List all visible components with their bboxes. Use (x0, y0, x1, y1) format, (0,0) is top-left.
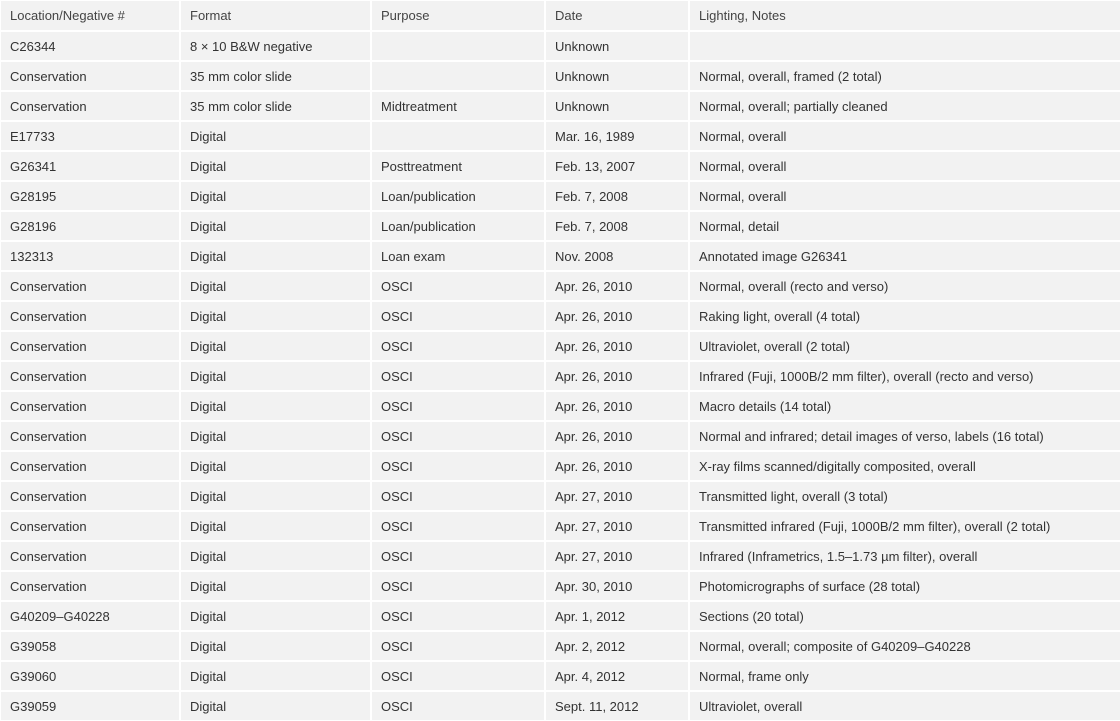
cell-format: Digital (181, 632, 370, 660)
cell-purpose: Loan/publication (372, 212, 544, 240)
cell-date: Apr. 26, 2010 (546, 392, 688, 420)
cell-format: Digital (181, 242, 370, 270)
cell-format: Digital (181, 542, 370, 570)
table-row (1, 212, 1120, 240)
cell-purpose: OSCI (372, 332, 544, 360)
cell-purpose: OSCI (372, 632, 544, 660)
cell-location-negative: Conservation (1, 302, 179, 330)
cell-location-negative: 132313 (1, 242, 179, 270)
table-row (1, 92, 1120, 120)
cell-location-negative: G39060 (1, 662, 179, 690)
table-row (1, 602, 1120, 630)
cell-date: Feb. 7, 2008 (546, 212, 688, 240)
cell-purpose: Midtreatment (372, 92, 544, 120)
cell-date: Apr. 26, 2010 (546, 272, 688, 300)
cell-lighting-notes: X-ray films scanned/digitally composited, overall (690, 452, 1120, 480)
cell-lighting-notes: Raking light, overall (4 total) (690, 302, 1120, 330)
cell-purpose: OSCI (372, 272, 544, 300)
cell-purpose: OSCI (372, 392, 544, 420)
cell-location-negative: Conservation (1, 332, 179, 360)
cell-purpose: OSCI (372, 692, 544, 720)
cell-format: 8 × 10 B&W negative (181, 32, 370, 60)
cell-date: Apr. 26, 2010 (546, 362, 688, 390)
cell-format: Digital (181, 302, 370, 330)
cell-date: Unknown (546, 92, 688, 120)
cell-lighting-notes: Normal, overall (690, 152, 1120, 180)
cell-format: Digital (181, 122, 370, 150)
cell-lighting-notes: Normal and infrared; detail images of verso, labels (16 total) (690, 422, 1120, 450)
table-row (1, 422, 1120, 450)
cell-location-negative: E17733 (1, 122, 179, 150)
cell-lighting-notes: Photomicrographs of surface (28 total) (690, 572, 1120, 600)
cell-location-negative: G39059 (1, 692, 179, 720)
cell-location-negative: Conservation (1, 452, 179, 480)
cell-date: Apr. 26, 2010 (546, 422, 688, 450)
cell-lighting-notes: Ultraviolet, overall (690, 692, 1120, 720)
cell-date: Feb. 13, 2007 (546, 152, 688, 180)
cell-location-negative: Conservation (1, 512, 179, 540)
cell-purpose: OSCI (372, 542, 544, 570)
cell-location-negative: G28195 (1, 182, 179, 210)
cell-lighting-notes: Macro details (14 total) (690, 392, 1120, 420)
cell-location-negative: G28196 (1, 212, 179, 240)
cell-purpose (372, 32, 544, 60)
cell-purpose: OSCI (372, 302, 544, 330)
cell-format: Digital (181, 152, 370, 180)
table-row (1, 32, 1120, 60)
cell-purpose: OSCI (372, 572, 544, 600)
cell-format: Digital (181, 692, 370, 720)
cell-location-negative: Conservation (1, 542, 179, 570)
cell-format: Digital (181, 662, 370, 690)
cell-format: Digital (181, 572, 370, 600)
header-format: Format (181, 1, 370, 30)
cell-location-negative: G40209–G40228 (1, 602, 179, 630)
cell-lighting-notes: Normal, overall, framed (2 total) (690, 62, 1120, 90)
table-row (1, 692, 1120, 720)
table-row (1, 482, 1120, 510)
cell-purpose: OSCI (372, 362, 544, 390)
table-row (1, 242, 1120, 270)
header-lighting-notes: Lighting, Notes (690, 1, 1120, 30)
table-row (1, 392, 1120, 420)
cell-lighting-notes: Transmitted light, overall (3 total) (690, 482, 1120, 510)
cell-location-negative: C26344 (1, 32, 179, 60)
cell-lighting-notes: Infrared (Fuji, 1000B/2 mm filter), overall (recto and verso) (690, 362, 1120, 390)
cell-location-negative: Conservation (1, 272, 179, 300)
table-row (1, 332, 1120, 360)
table-row (1, 302, 1120, 330)
cell-purpose (372, 62, 544, 90)
table-row (1, 362, 1120, 390)
cell-lighting-notes: Normal, detail (690, 212, 1120, 240)
cell-date: Nov. 2008 (546, 242, 688, 270)
table-row (1, 182, 1120, 210)
cell-lighting-notes: Infrared (Inframetrics, 1.5–1.73 µm filter), overall (690, 542, 1120, 570)
cell-purpose (372, 122, 544, 150)
cell-format: Digital (181, 332, 370, 360)
cell-purpose: Posttreatment (372, 152, 544, 180)
cell-lighting-notes (690, 32, 1120, 60)
cell-date: Apr. 1, 2012 (546, 602, 688, 630)
cell-format: Digital (181, 512, 370, 540)
cell-format: Digital (181, 212, 370, 240)
cell-format: Digital (181, 272, 370, 300)
cell-location-negative: Conservation (1, 572, 179, 600)
cell-lighting-notes: Normal, overall (recto and verso) (690, 272, 1120, 300)
cell-purpose: OSCI (372, 482, 544, 510)
cell-format: Digital (181, 392, 370, 420)
cell-purpose: OSCI (372, 422, 544, 450)
cell-date: Apr. 27, 2010 (546, 542, 688, 570)
table-row (1, 512, 1120, 540)
cell-format: Digital (181, 362, 370, 390)
cell-date: Feb. 7, 2008 (546, 182, 688, 210)
cell-format: 35 mm color slide (181, 62, 370, 90)
cell-format: Digital (181, 182, 370, 210)
cell-lighting-notes: Normal, overall (690, 122, 1120, 150)
table-row (1, 572, 1120, 600)
cell-purpose: OSCI (372, 662, 544, 690)
cell-location-negative: Conservation (1, 92, 179, 120)
header-row (1, 1, 1120, 30)
cell-date: Apr. 30, 2010 (546, 572, 688, 600)
table-row (1, 632, 1120, 660)
cell-purpose: OSCI (372, 602, 544, 630)
table-row (1, 122, 1120, 150)
cell-date: Unknown (546, 32, 688, 60)
header-location-negative: Location/Negative # (1, 1, 179, 30)
cell-lighting-notes: Sections (20 total) (690, 602, 1120, 630)
cell-lighting-notes: Normal, overall; composite of G40209–G40228 (690, 632, 1120, 660)
cell-location-negative: Conservation (1, 362, 179, 390)
cell-date: Sept. 11, 2012 (546, 692, 688, 720)
cell-lighting-notes: Ultraviolet, overall (2 total) (690, 332, 1120, 360)
cell-date: Apr. 4, 2012 (546, 662, 688, 690)
cell-purpose: Loan exam (372, 242, 544, 270)
table-row (1, 152, 1120, 180)
cell-purpose: Loan/publication (372, 182, 544, 210)
header-date: Date (546, 1, 688, 30)
cell-date: Unknown (546, 62, 688, 90)
table-body (1, 32, 1120, 720)
cell-location-negative: G39058 (1, 632, 179, 660)
cell-lighting-notes: Annotated image G26341 (690, 242, 1120, 270)
cell-location-negative: Conservation (1, 62, 179, 90)
cell-date: Mar. 16, 1989 (546, 122, 688, 150)
cell-date: Apr. 27, 2010 (546, 512, 688, 540)
table-row (1, 452, 1120, 480)
table-row (1, 542, 1120, 570)
cell-lighting-notes: Normal, overall; partially cleaned (690, 92, 1120, 120)
cell-format: Digital (181, 482, 370, 510)
cell-location-negative: G26341 (1, 152, 179, 180)
header-purpose: Purpose (372, 1, 544, 30)
cell-lighting-notes: Normal, overall (690, 182, 1120, 210)
cell-purpose: OSCI (372, 512, 544, 540)
cell-date: Apr. 26, 2010 (546, 452, 688, 480)
cell-location-negative: Conservation (1, 422, 179, 450)
cell-location-negative: Conservation (1, 392, 179, 420)
cell-format: Digital (181, 602, 370, 630)
cell-date: Apr. 26, 2010 (546, 302, 688, 330)
table-header (1, 1, 1120, 30)
cell-location-negative: Conservation (1, 482, 179, 510)
table-row (1, 62, 1120, 90)
cell-purpose: OSCI (372, 452, 544, 480)
table-row (1, 662, 1120, 690)
cell-format: Digital (181, 422, 370, 450)
cell-format: 35 mm color slide (181, 92, 370, 120)
cell-date: Apr. 2, 2012 (546, 632, 688, 660)
cell-date: Apr. 27, 2010 (546, 482, 688, 510)
cell-lighting-notes: Transmitted infrared (Fuji, 1000B/2 mm filter), overall (2 total) (690, 512, 1120, 540)
cell-lighting-notes: Normal, frame only (690, 662, 1120, 690)
cell-format: Digital (181, 452, 370, 480)
cell-date: Apr. 26, 2010 (546, 332, 688, 360)
table-row (1, 272, 1120, 300)
